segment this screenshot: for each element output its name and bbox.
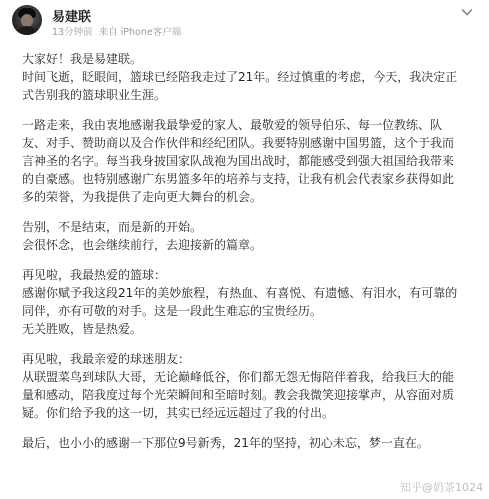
- text-line: 言神圣的名字。每当我身披国家队战袍为国出战时，都能感受到强大祖国给我带来: [22, 154, 455, 168]
- text-line: 会很怀念，也会继续前行，去迎接新的篇章。: [22, 238, 263, 252]
- post-source: 来自 iPhone客户端: [98, 27, 182, 38]
- post-time: 13分钟前: [52, 27, 93, 38]
- text-line: 感谢你赋予我这段21年的美妙旅程，有热血、有喜悦、有遗憾、有泪水，有可靠的: [22, 286, 458, 300]
- more-options-button[interactable]: [459, 4, 475, 20]
- author-avatar[interactable]: [12, 5, 42, 35]
- chevron-down-icon: [459, 4, 475, 20]
- post-paragraph: [22, 50, 477, 104]
- text-line: 同伴，亦有可敬的对手。这是一段此生难忘的宝贵经历。: [22, 304, 323, 318]
- post-paragraph: [22, 116, 477, 206]
- text-line: 的自豪感。也特别感谢广东男篮多年的培养与支持，让我有机会代表家乡获得如此: [22, 172, 455, 186]
- text-line: 最后，也小小的感谢一下那位9号新秀，21年的坚持，初心未忘，梦一直在。: [22, 436, 429, 450]
- text-line: 疑。你们给予我的这一切，其实已经远远超过了我的付出。: [22, 406, 335, 420]
- text-line: 大家好！我是易建联。: [22, 52, 143, 66]
- text-line: 再见啦，我最热爱的篮球：: [22, 268, 167, 282]
- post-meta: [52, 24, 181, 38]
- post-paragraph: [22, 218, 477, 254]
- post-body: [22, 50, 477, 464]
- text-line: 再见啦，我最亲爱的球迷朋友：: [22, 352, 191, 366]
- post-paragraph: [22, 434, 477, 452]
- text-line: 一路走来，我由衷地感谢我最挚爱的家人、最敬爱的领导伯乐、每一位教练、队: [22, 118, 443, 132]
- post-paragraph: [22, 350, 477, 422]
- text-line: 式告别我的篮球职业生涯。: [22, 88, 167, 102]
- text-line: 无关胜败，皆是热爱。: [22, 322, 143, 336]
- text-line: 从联盟菜鸟到球队大哥，无论巅峰低谷，你们都无怨无悔陪伴着我，给我巨大的能: [22, 370, 455, 384]
- text-line: 友、对手、赞助商以及合作伙伴和经纪团队。我要特别感谢中国男篮，这个于我而: [22, 136, 455, 150]
- text-line: 时间飞逝，眨眼间，篮球已经陪我走过了21年。经过慎重的考虑，今天，我决定正: [22, 70, 458, 84]
- text-line: 告别，不是结束，而是新的开始。: [22, 220, 203, 234]
- watermark: 知乎@奶茶1024: [400, 481, 483, 494]
- text-line: 多的荣誉，为我提供了走向更大舞台的机会。: [22, 190, 263, 204]
- post-header: [0, 0, 489, 44]
- author-name[interactable]: 易建联: [52, 10, 92, 25]
- post-paragraph: [22, 266, 477, 338]
- text-line: 量和感动，陪我度过每个光荣瞬间和至暗时刻。教会我微笑迎接掌声，从容面对质: [22, 388, 455, 402]
